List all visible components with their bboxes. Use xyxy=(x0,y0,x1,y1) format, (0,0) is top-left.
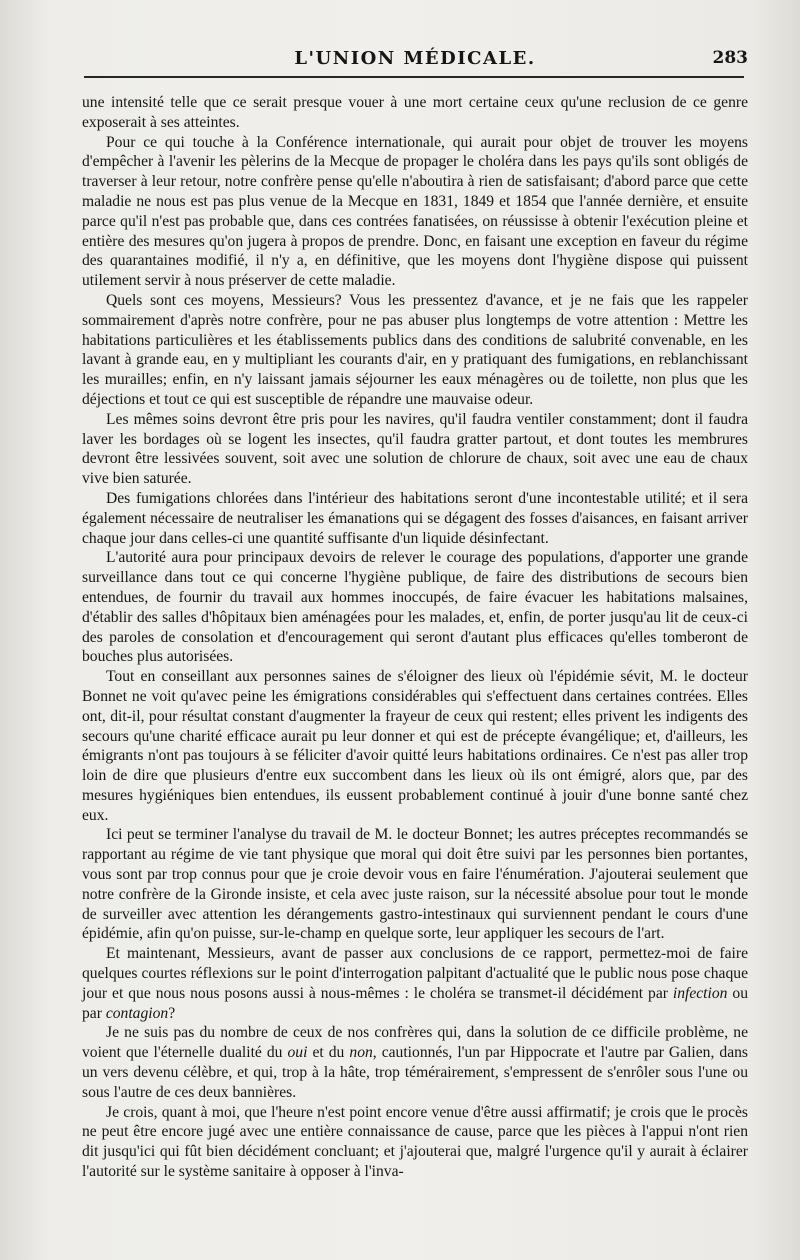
paragraph: Les mêmes soins devront être pris pour les navires, qu'il faudra ventiler constamment; dont il faudra laver les bordages où se logent les insectes, qu'il faudra gratter partout, et dont toutes les membrures devront être lessivées souvent, soit avec une solution de chlorure de chaux, soit avec une eau de chaux vive bien saturée. xyxy=(82,410,748,488)
paragraph-text: , cautionnés, l'un par Hippocrate et l'autre par Galien, dans un vers devenu célèbre, et qui, trop à la hâte, trop témérairement, s'empressent de s'enrôler sous l'une ou sous l'autre de ces deux bannières. xyxy=(82,1044,748,1101)
italic-term: oui xyxy=(287,1044,308,1062)
paragraph-text: ? xyxy=(168,1004,176,1022)
paragraph-text: Et maintenant, Messieurs, avant de passer aux conclusions de ce rapport, permettez-moi de faire quelques courtes réflexions sur le point d'interrogation palpitant d'actualité que le public nous pose chaque jour et que nous nous posons aussi à nous-mêmes : le choléra se transmet-il décidément par xyxy=(82,945,748,1002)
page-header xyxy=(82,44,748,74)
paragraph-text: ou par xyxy=(82,984,748,1022)
paragraph-text: et du xyxy=(307,1044,350,1062)
paragraph: Pour ce qui touche à la Conférence internationale, qui aurait pour objet de trouver les moyens d'empêcher à l'avenir les pèlerins de la Mecque de propager le choléra dans les pays qu'ils sont obligés de traverser à leur retour, notre confrère pense qu'elle n'aboutira à rien de satisfaisant; d'abord parce que cette maladie ne nous est pas plus venue de la Mecque en 1831, 1849 et 1854 que l'année dernière, et ensuite parce qu'il n'est pas probable que, dans ces contrées fanatisées, on réussisse à obtenir l'exécution pleine et entière des mesures qu'on jugera à propos de prendre. Donc, en faisant une exception en faveur du régime des quarantaines modifié, il n'y a, en définitive, que les moyens dont l'hygiène dispose qui puissent utilement servir à nous préserver de cette maladie. xyxy=(82,133,748,290)
paragraph: Des fumigations chlorées dans l'intérieur des habitations seront d'une incontestable utilité; et il sera également nécessaire de neutraliser les émanations qui se dégagent des fosses d'aisances, en faisant arriver chaque jour dans celles-ci une quantité suffisante d'un liquide désinfectant. xyxy=(82,489,748,547)
paragraph: Ici peut se terminer l'analyse du travail de M. le docteur Bonnet; les autres préceptes recommandés se rapportant au régime de vie tant physique que moral qui doit être suivi par les personnes bien portantes, vous sont par trop connus pour que je croie devoir vous en faire l'énumération. J'ajouterai seulement que notre confrère de la Gironde insiste, et cela avec juste raison, sur la nécessité absolue pour tout le monde de surveiller avec attention les dérangements gastro-intestinaux qui surviennent pendant le cours d'une épidémie, afin qu'on puisse, sur-le-champ en quelque sorte, leur appliquer les secours de l'art. xyxy=(82,826,748,943)
italic-term: contagion xyxy=(105,1004,169,1022)
paragraph: Tout en conseillant aux personnes saines de s'éloigner des lieux où l'épidémie sévit, M. le docteur Bonnet ne voit qu'avec peine les émigrations considérables qui s'effectuent dans certaines contrées. Elles ont, dit-il, pour résultat constant d'augmenter la frayeur de ceux qui restent; elles privent les indigents des secours qu'une charité efficace aurait pu leur donner et qui est de précepte évangélique; et, d'ailleurs, les émigrants n'ont pas toujours à se féliciter d'avoir quitté leurs habitations ordinaires. Ce n'est pas aller trop loin de dire que plusieurs d'entre eux succombent dans les lieux où ils ont émigré, alors que, par des mesures hygiéniques bien entendues, ils eussent probablement continué à jouir d'une bonne santé chez eux. xyxy=(82,668,748,824)
paragraph xyxy=(82,944,748,1023)
italic-term: infection xyxy=(672,984,728,1002)
paragraph-text: Je ne suis pas du nombre de ceux de nos confrères qui, dans la solution de ce difficile problème, ne voient que l'éternelle dualité du xyxy=(82,1024,748,1062)
italic-term: non xyxy=(349,1044,373,1062)
paragraph xyxy=(82,1023,748,1102)
paragraph: Quels sont ces moyens, Messieurs? Vous les pressentez d'avance, et je ne fais que les rappeler sommairement d'après notre confrère, pour ne pas abuser plus longtemps de votre attention : Mettre les habitations particulières et les établissements publics dans des conditions de salubrité convenable, en les lavant à grande eau, en y multipliant les courants d'air, en y pratiquant des fumigations, en reblanchissant les murailles; enfin, en n'y laissant jamais séjourner les eaux ménagères ou de toilette, non plus que les déjections et tout ce qui est susceptible de répandre une mauvaise odeur. xyxy=(82,291,748,408)
paragraph: Je crois, quant à moi, que l'heure n'est point encore venue d'être aussi affirmatif; je crois que le procès ne peut être encore jugé avec une entière connaissance de cause, parce que les pièces à l'appui n'ont rien dit jusqu'ici qui fût bien décidément concluant; et j'ajouterai que, malgré l'urgence qu'il y aurait à éclairer l'autorité sur le système sanitaire à opposer à l'inva- xyxy=(82,1103,748,1181)
page-number: 283 xyxy=(712,48,748,68)
header-rule xyxy=(84,76,744,78)
article-body xyxy=(82,93,748,1182)
paragraph: une intensité telle que ce serait presque vouer à une mort certaine ceux qu'une reclusion de ce genre exposerait à ses atteintes. xyxy=(82,94,748,131)
running-title: L'UNION MÉDICALE. xyxy=(294,48,536,69)
paragraph: L'autorité aura pour principaux devoirs de relever le courage des populations, d'apporter une grande surveillance dans tout ce qui concerne l'hygiène publique, de faire des distributions de secours bien entendues, de fournir du travail aux hommes inoccupés, de faire évacuer les habitations malsaines, d'établir des salles d'hôpitaux bien aménagées pour les malades, et, enfin, de porter jusqu'au lit de ceux-ci des paroles de consolation et d'encouragement qui seront d'autant plus efficaces qu'elles tomberont de bouches plus autorisées. xyxy=(82,549,748,666)
